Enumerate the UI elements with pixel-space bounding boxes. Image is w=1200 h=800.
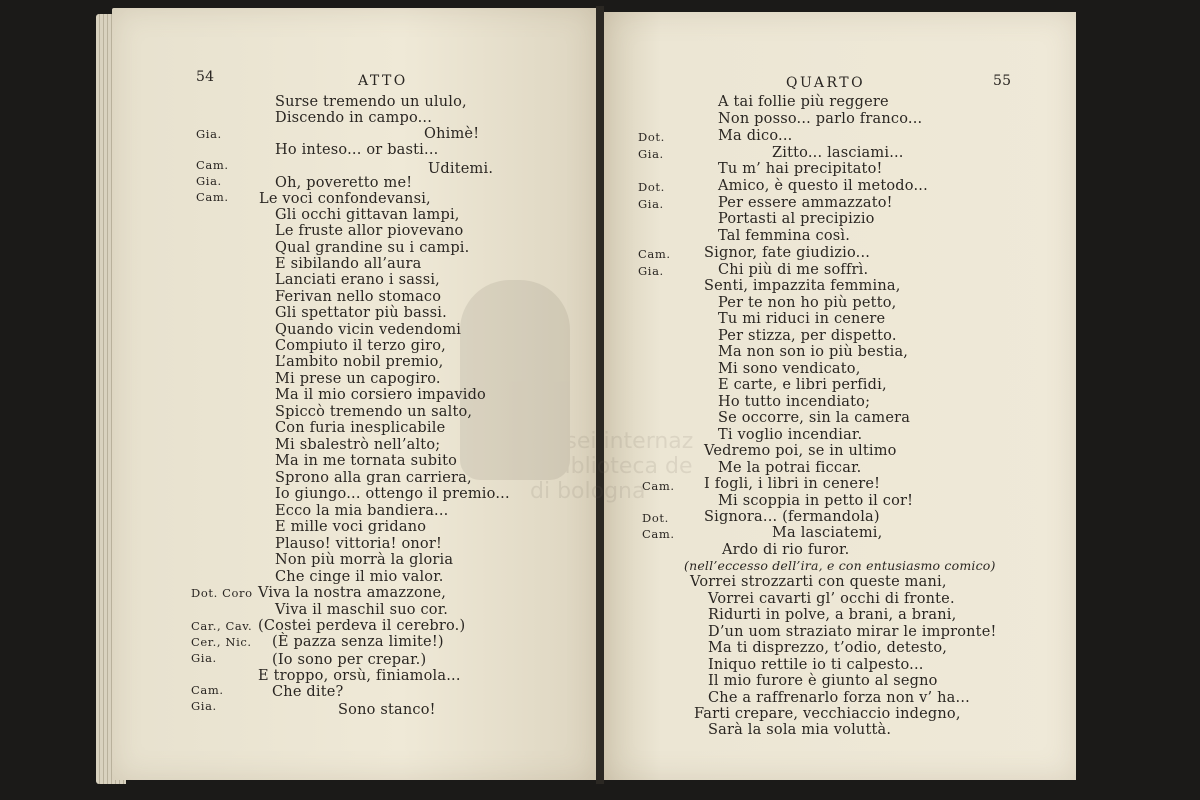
verse-line: Non posso... parlo franco...: [718, 111, 923, 127]
running-header-left: ATTO: [358, 73, 408, 89]
speaker-label: Gia.: [191, 699, 217, 713]
verse-line: Vedremo poi, se in ultimo: [704, 443, 897, 459]
verse-line: Ma in me tornata subito: [275, 453, 458, 469]
speaker-label: Gia.: [191, 651, 217, 665]
verse-line: Lanciati erano i sassi,: [275, 272, 440, 288]
verse-line: Farti crepare, vecchiaccio indegno,: [694, 706, 961, 722]
speaker-label: Cam.: [642, 527, 675, 541]
verse-line: (Io sono per crepar.): [272, 652, 427, 668]
verse-line: Amico, è questo il metodo...: [718, 178, 928, 194]
verse-line: L’ambito nobil premio,: [275, 354, 444, 370]
verse-line: E sibilando all’aura: [275, 256, 422, 272]
speaker-label: Cam.: [642, 479, 675, 493]
speaker-label: Car., Cav.: [191, 619, 253, 633]
verse-line: Le voci confondevansi,: [259, 191, 431, 207]
verse-line: Ho tutto incendiato;: [718, 394, 871, 410]
verse-line: Tal femmina così.: [718, 228, 851, 244]
verse-line: Viva la nostra amazzone,: [258, 585, 447, 601]
verse-line: Vorrei strozzarti con queste mani,: [690, 574, 947, 590]
verse-line: Mi scoppia in petto il cor!: [718, 493, 914, 509]
verse-line: I fogli, i libri in cenere!: [704, 476, 881, 492]
verse-line: Ho inteso... or basti...: [275, 142, 439, 158]
speaker-label: Cam.: [638, 247, 671, 261]
verse-line: Signor, fate giudizio...: [704, 245, 871, 261]
verse-line: Se occorre, sin la camera: [718, 410, 911, 426]
verse-line: Che dite?: [272, 684, 344, 700]
verse-line: Ferivan nello stomaco: [275, 289, 442, 305]
verse-line: Io giungo... ottengo il premio...: [275, 486, 510, 502]
verse-line: Sarà la sola mia voluttà.: [708, 722, 892, 738]
verse-line: Mi sbalestrò nell’alto;: [275, 437, 441, 453]
verse-line: Senti, impazzita femmina,: [704, 278, 901, 294]
verse-line: Iniquo rettile io ti calpesto...: [708, 657, 924, 673]
verse-line: Gli occhi gittavan lampi,: [275, 207, 460, 223]
verse-line: Spiccò tremendo un salto,: [275, 404, 473, 420]
verse-line: Per essere ammazzato!: [718, 195, 893, 211]
verse-line: Tu mi riduci in cenere: [718, 311, 886, 327]
verse-line: Vorrei cavarti gl’ occhi di fronte.: [708, 591, 955, 607]
speaker-label: Gia.: [196, 127, 222, 141]
speaker-label: Gia.: [638, 264, 664, 278]
speaker-label: Cam.: [196, 158, 229, 172]
verse-line: Me la potrai ficcar.: [718, 460, 862, 476]
verse-line: Oh, poveretto me!: [275, 175, 413, 191]
verse-line: Ma lasciatemi,: [772, 525, 883, 541]
verse-line: Gli spettator più bassi.: [275, 305, 447, 321]
verse-line: Per stizza, per dispetto.: [718, 328, 897, 344]
verse-line: E troppo, orsù, finiamola...: [258, 668, 461, 684]
speaker-label: Gia.: [638, 197, 664, 211]
verse-line: Compiuto il terzo giro,: [275, 338, 446, 354]
verse-line: Quando vicin vedendomi: [275, 322, 462, 338]
verse-line: Chi più di me soffrì.: [718, 262, 869, 278]
verse-line: E carte, e libri perfidi,: [718, 377, 887, 393]
verse-line: Viva il maschil suo cor.: [275, 602, 449, 618]
verse-line: Surse tremendo un ululo,: [275, 94, 467, 110]
verse-line: Ma il mio corsiero impavido: [275, 387, 486, 403]
verse-line: Tu m’ hai precipitato!: [718, 161, 883, 177]
verse-line: Ardo di rio furor.: [722, 542, 850, 558]
stage-direction: (nell’eccesso dell’ira, e con entusiasmo comico): [684, 558, 996, 573]
verse-line: Ti voglio incendiar.: [718, 427, 863, 443]
verse-line: Ridurti in polve, a brani, a brani,: [708, 607, 957, 623]
verse-line: Che cinge il mio valor.: [275, 569, 444, 585]
speaker-label: Gia.: [196, 174, 222, 188]
verse-line: (Costei perdeva il cerebro.): [258, 618, 466, 634]
verse-line: Ma non son io più bestia,: [718, 344, 909, 360]
speaker-label: Dot.: [638, 180, 665, 194]
verse-line: Plauso! vittoria! onor!: [275, 536, 443, 552]
page-number-right: 55: [993, 73, 1012, 89]
verse-line: Ma ti disprezzo, t’odio, detesto,: [708, 640, 948, 656]
verse-line: Mi sono vendicato,: [718, 361, 861, 377]
verse-line: Con furia inesplicabile: [275, 420, 446, 436]
speaker-label: Dot.: [642, 511, 669, 525]
verse-line: Portasti al precipizio: [718, 211, 875, 227]
verse-line: E mille voci gridano: [275, 519, 427, 535]
verse-line: Sono stanco!: [338, 702, 436, 718]
verse-line: A tai follie più reggere: [718, 94, 889, 110]
running-header-right: QUARTO: [786, 75, 866, 91]
verse-line: (È pazza senza limite!): [272, 634, 444, 650]
verse-line: Le fruste allor piovevano: [275, 223, 464, 239]
verse-line: Signora... (fermandola): [704, 509, 880, 525]
verse-line: Il mio furore è giunto al segno: [708, 673, 938, 689]
verse-line: Uditemi.: [428, 161, 494, 177]
speaker-label: Cam.: [191, 683, 224, 697]
speaker-label: Dot. Coro: [191, 586, 253, 600]
verse-line: Ecco la mia bandiera...: [275, 503, 449, 519]
speaker-label: Cer., Nic.: [191, 635, 252, 649]
book-gutter: [596, 6, 604, 784]
verse-line: Zitto... lasciami...: [772, 145, 904, 161]
verse-line: Che a raffrenarlo forza non v’ ha...: [708, 690, 970, 706]
verse-line: Per te non ho più petto,: [718, 295, 897, 311]
verse-line: Discendo in campo...: [275, 110, 433, 126]
verse-line: Non più morrà la gloria: [275, 552, 454, 568]
verse-line: Ohimè!: [424, 126, 480, 142]
speaker-label: Dot.: [638, 130, 665, 144]
speaker-label: Cam.: [196, 190, 229, 204]
verse-line: Sprono alla gran carriera,: [275, 470, 472, 486]
page-number-left: 54: [196, 69, 215, 85]
speaker-label: Gia.: [638, 147, 664, 161]
verse-line: Ma dico...: [718, 128, 793, 144]
verse-line: Mi prese un capogiro.: [275, 371, 441, 387]
verse-line: Qual grandine su i campi.: [275, 240, 470, 256]
verse-line: D’un uom straziato mirar le impronte!: [708, 624, 997, 640]
